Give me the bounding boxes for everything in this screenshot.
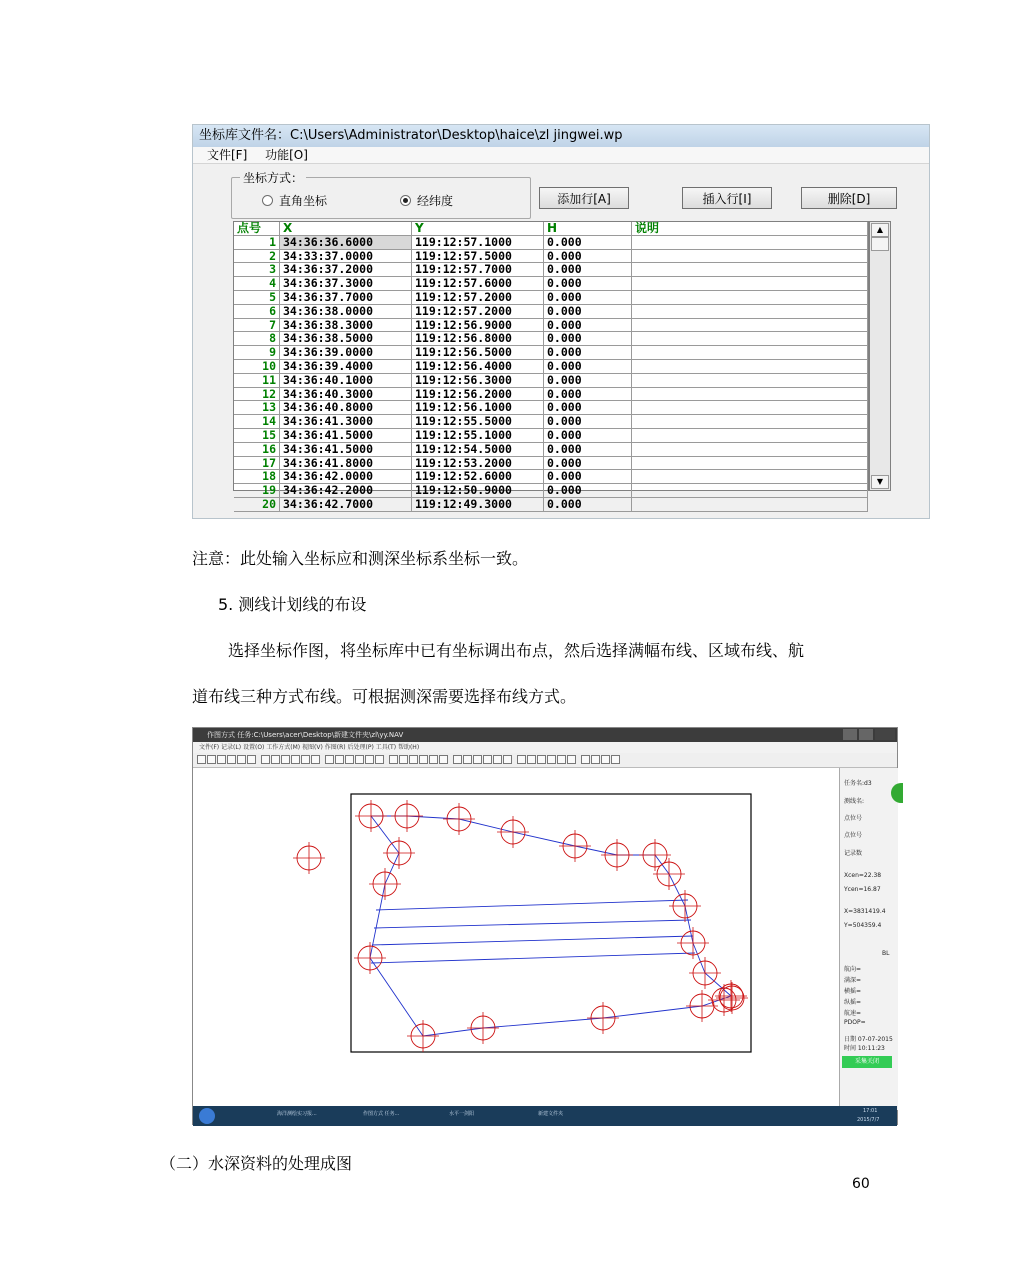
toolbar-button-icon[interactable] (429, 755, 438, 764)
radio-latlon-dot[interactable] (400, 195, 411, 206)
table-row[interactable] (234, 443, 868, 457)
cell-point-no: 8 (234, 332, 280, 345)
cell-x[interactable]: 34:36:42.0000 (280, 470, 412, 483)
cell-y[interactable]: 119:12:49.3000 (412, 498, 544, 511)
cell-x[interactable]: 34:36:41.5000 (280, 429, 412, 442)
cell-point-no: 10 (234, 360, 280, 373)
cell-note[interactable] (632, 388, 868, 401)
cell-h[interactable]: 0.000 (544, 263, 632, 276)
coord-mode-label: 坐标方式： (240, 169, 306, 186)
toolbar-button-icon[interactable] (611, 755, 620, 764)
table-row[interactable] (234, 457, 868, 471)
close-icon[interactable] (875, 729, 895, 740)
toolbar-button-icon[interactable] (291, 755, 300, 764)
cell-x[interactable]: 34:36:37.7000 (280, 291, 412, 304)
table-row[interactable] (234, 305, 868, 319)
header-note: 说明 (632, 222, 868, 235)
scroll-thumb[interactable] (871, 237, 889, 251)
cell-h[interactable]: 0.000 (544, 498, 632, 511)
cell-note[interactable] (632, 277, 868, 290)
cell-note[interactable] (632, 498, 868, 511)
cell-point-no: 11 (234, 374, 280, 387)
toolbar-button-icon[interactable] (453, 755, 462, 764)
toolbar-button-icon[interactable] (301, 755, 310, 764)
table-row[interactable] (234, 470, 868, 484)
note-paragraph: 注意：此处输入坐标应和测深坐标系坐标一致。 (192, 549, 529, 568)
scroll-down-icon[interactable]: ▼ (871, 475, 889, 489)
cell-y[interactable]: 119:12:56.3000 (412, 374, 544, 387)
side-records: 记录数 (844, 850, 863, 857)
coordinate-library-screenshot (192, 124, 930, 519)
survey-route (293, 800, 748, 1052)
side-time: 时间 10:11:23 (844, 1045, 885, 1052)
body-paragraph-line1: 选择坐标作图，将坐标库中已有坐标调出布点，然后选择满幅布线、区域布线、航 (228, 641, 805, 660)
table-row[interactable] (234, 332, 868, 346)
header-y: Y (412, 222, 544, 235)
delete-button[interactable]: 删除[D] (801, 187, 897, 209)
cell-point-no: 7 (234, 319, 280, 332)
survey-point-crosshair (639, 839, 671, 871)
dialog-titlebar (193, 125, 929, 147)
cell-h[interactable]: 0.000 (544, 250, 632, 263)
toolbar-button-icon[interactable] (311, 755, 320, 764)
toolbar-button-icon[interactable] (197, 755, 206, 764)
plotting-software-screenshot (192, 727, 898, 1125)
window-menubar[interactable]: 文件(F) 记录(L) 设置(O) 工作方式(M) 视图(V) 作图(R) 后处理(P) 工具(T) 帮助(H) (193, 742, 897, 753)
toolbar-button-icon[interactable] (247, 755, 256, 764)
plan-survey-line (372, 936, 693, 945)
toolbar-button-icon[interactable] (237, 755, 246, 764)
cell-h[interactable]: 0.000 (544, 484, 632, 497)
table-row[interactable] (234, 388, 868, 402)
cell-x[interactable]: 34:33:37.0000 (280, 250, 412, 263)
page-number: 60 (852, 1176, 870, 1192)
cell-h[interactable]: 0.000 (544, 388, 632, 401)
side-roll: 横摇= (844, 988, 862, 995)
table-row[interactable] (234, 401, 868, 415)
cell-x[interactable]: 34:36:41.3000 (280, 415, 412, 428)
cell-note[interactable] (632, 236, 868, 249)
cell-note[interactable] (632, 443, 868, 456)
dialog-menubar (193, 147, 929, 164)
toolbar-button-icon[interactable] (493, 755, 502, 764)
table-row[interactable] (234, 277, 868, 291)
cell-note[interactable] (632, 415, 868, 428)
cell-y[interactable]: 119:12:56.2000 (412, 388, 544, 401)
side-bl: BL (882, 950, 890, 957)
windows-taskbar (193, 1106, 897, 1126)
toolbar-button-icon[interactable] (439, 755, 448, 764)
survey-point-crosshair (677, 927, 709, 959)
table-row[interactable] (234, 415, 868, 429)
survey-point-crosshair (383, 837, 415, 869)
plot-canvas[interactable] (193, 768, 839, 1106)
cell-note[interactable] (632, 374, 868, 387)
cell-y[interactable]: 119:12:56.8000 (412, 332, 544, 345)
cell-x[interactable]: 34:36:38.3000 (280, 319, 412, 332)
maximize-icon[interactable] (859, 729, 873, 740)
survey-point-crosshair (355, 800, 387, 832)
table-row[interactable] (234, 484, 868, 498)
side-date: 日期 07-07-2015 (844, 1036, 893, 1043)
survey-point-crosshair (354, 942, 386, 974)
side-pitch: 纵摇= (844, 999, 862, 1006)
toolbar-button-icon[interactable] (281, 755, 290, 764)
toolbar-button-icon[interactable] (557, 755, 566, 764)
table-row[interactable] (234, 360, 868, 374)
survey-point-crosshair (391, 800, 423, 832)
cell-x[interactable]: 34:36:41.5000 (280, 443, 412, 456)
survey-point-crosshair (689, 957, 721, 989)
taskbar-clock-time: 17:01 (863, 1108, 878, 1114)
cell-h[interactable]: 0.000 (544, 429, 632, 442)
cell-point-no: 14 (234, 415, 280, 428)
table-row[interactable] (234, 263, 868, 277)
cell-h[interactable]: 0.000 (544, 346, 632, 359)
table-row[interactable] (234, 346, 868, 360)
cell-point-no: 12 (234, 388, 280, 401)
toolbar-button-icon[interactable] (591, 755, 600, 764)
cell-note[interactable] (632, 291, 868, 304)
side-point: 点位号 (844, 815, 863, 822)
cell-point-no: 19 (234, 484, 280, 497)
cell-h[interactable]: 0.000 (544, 360, 632, 373)
cell-note[interactable] (632, 457, 868, 470)
side-ycen: Ycen=16.87 (844, 886, 881, 893)
window-titlebar: 作图方式 任务:C:\Users\acer\Desktop\新建文件夹\zl\yy.NAV (193, 728, 897, 742)
body-paragraph-line2: 道布线三种方式布线。可根据测深需要选择布线方式。 (192, 687, 577, 706)
cell-h[interactable]: 0.000 (544, 291, 632, 304)
cell-point-no: 15 (234, 429, 280, 442)
cell-x[interactable]: 34:36:40.8000 (280, 401, 412, 414)
cell-x[interactable]: 34:36:40.1000 (280, 374, 412, 387)
table-scrollbar[interactable] (869, 221, 891, 491)
cell-note[interactable] (632, 332, 868, 345)
cell-note[interactable] (632, 346, 868, 359)
radio-cartesian[interactable] (262, 192, 327, 209)
survey-point-crosshair (369, 868, 401, 900)
taskbar-item-2[interactable]: 作图方式 任务... (363, 1111, 400, 1117)
cell-point-no: 6 (234, 305, 280, 318)
toolbar-button-icon[interactable] (227, 755, 236, 764)
cell-note[interactable] (632, 470, 868, 483)
cell-y[interactable]: 119:12:56.5000 (412, 346, 544, 359)
table-row[interactable] (234, 291, 868, 305)
section-5-heading: 5. 测线计划线的布设 (218, 595, 367, 614)
toolbar-button-icon[interactable] (409, 755, 418, 764)
collect-toggle-button[interactable]: 采集关闭 (842, 1056, 892, 1068)
survey-point-crosshair (601, 839, 633, 871)
toolbar-button-icon[interactable] (271, 755, 280, 764)
toolbar-button-icon[interactable] (483, 755, 492, 764)
cell-x[interactable]: 34:36:36.6000 (280, 236, 412, 249)
toolbar-button-icon[interactable] (261, 755, 270, 764)
taskbar-item-3[interactable]: 水平一剑阳 (449, 1111, 475, 1117)
window-controls (843, 729, 895, 740)
cell-note[interactable] (632, 305, 868, 318)
cell-h[interactable]: 0.000 (544, 374, 632, 387)
plan-survey-line (371, 953, 695, 963)
table-row[interactable] (234, 429, 868, 443)
radio-latlon-label: 经纬度 (417, 194, 454, 208)
toolbar-button-icon[interactable] (365, 755, 374, 764)
toolbar-button-icon[interactable] (473, 755, 482, 764)
title-path: C:\Users\Administrator\Desktop\haice\zl jingwei.wp (290, 128, 623, 143)
header-x: X (280, 222, 412, 235)
add-row-button[interactable]: 添加行[A] (539, 187, 629, 209)
cell-y[interactable]: 119:12:56.9000 (412, 319, 544, 332)
coordinate-table[interactable] (233, 221, 869, 511)
cell-point-no: 5 (234, 291, 280, 304)
cell-y[interactable]: 119:12:57.2000 (412, 291, 544, 304)
toolbar-button-icon[interactable] (217, 755, 226, 764)
cell-y[interactable]: 119:12:53.2000 (412, 457, 544, 470)
cell-point-no: 4 (234, 277, 280, 290)
table-row[interactable] (234, 319, 868, 333)
toolbar-button-icon[interactable] (375, 755, 384, 764)
taskbar-item-4[interactable]: 新建文件夹 (538, 1111, 564, 1117)
cell-x[interactable]: 34:36:40.3000 (280, 388, 412, 401)
table-header-row (234, 222, 868, 236)
survey-point-crosshair (293, 842, 325, 874)
cell-note[interactable] (632, 401, 868, 414)
toolbar-button-icon[interactable] (345, 755, 354, 764)
start-button-icon[interactable] (199, 1108, 215, 1124)
cell-point-no: 17 (234, 457, 280, 470)
cell-h[interactable]: 0.000 (544, 305, 632, 318)
toolbar-button-icon[interactable] (389, 755, 398, 764)
section-2-heading: （二）水深资料的处理成图 (160, 1154, 353, 1173)
survey-point-crosshair (407, 1020, 439, 1052)
cell-h[interactable]: 0.000 (544, 470, 632, 483)
side-point-no: 点位号 (844, 832, 863, 839)
survey-point-crosshair (467, 1012, 499, 1044)
table-row[interactable] (234, 498, 868, 512)
plan-survey-line (374, 920, 691, 928)
window-toolbar (193, 753, 897, 768)
table-row[interactable] (234, 250, 868, 264)
header-h: H (544, 222, 632, 235)
coord-mode-group (231, 171, 531, 219)
cell-point-no: 2 (234, 250, 280, 263)
cell-note[interactable] (632, 360, 868, 373)
cell-x[interactable]: 34:36:41.8000 (280, 457, 412, 470)
cell-x[interactable]: 34:36:39.4000 (280, 360, 412, 373)
cell-y[interactable]: 119:12:52.6000 (412, 470, 544, 483)
cell-h[interactable]: 0.000 (544, 415, 632, 428)
toolbar-button-icon[interactable] (581, 755, 590, 764)
cell-y[interactable]: 119:12:55.5000 (412, 415, 544, 428)
radio-cartesian-label: 直角坐标 (279, 194, 328, 208)
cell-point-no: 16 (234, 443, 280, 456)
scroll-up-icon[interactable]: ▲ (871, 223, 889, 237)
side-line: 测线名: (844, 798, 865, 805)
cell-h[interactable]: 0.000 (544, 236, 632, 249)
cell-point-no: 3 (234, 263, 280, 276)
cell-x[interactable]: 34:36:38.5000 (280, 332, 412, 345)
side-xcen: Xcen=22.38 (844, 872, 882, 879)
cell-h[interactable]: 0.000 (544, 401, 632, 414)
plan-survey-line (376, 900, 688, 910)
side-y: Y=504359.4 (844, 922, 882, 929)
toolbar-button-icon[interactable] (335, 755, 344, 764)
cell-x[interactable]: 34:36:37.2000 (280, 263, 412, 276)
cell-h[interactable]: 0.000 (544, 332, 632, 345)
cell-y[interactable]: 119:12:57.5000 (412, 250, 544, 263)
side-task: 任务名:d3 (844, 780, 872, 787)
toolbar-button-icon[interactable] (537, 755, 546, 764)
cell-y[interactable]: 119:12:54.5000 (412, 443, 544, 456)
cell-note[interactable] (632, 263, 868, 276)
toolbar-button-icon[interactable] (527, 755, 536, 764)
cell-y[interactable]: 119:12:57.7000 (412, 263, 544, 276)
cell-y[interactable]: 119:12:57.2000 (412, 305, 544, 318)
cell-point-no: 20 (234, 498, 280, 511)
header-point-no: 点号 (234, 222, 280, 235)
toolbar-button-icon[interactable] (207, 755, 216, 764)
survey-point-crosshair (653, 858, 685, 890)
plot-frame (351, 794, 751, 1052)
toolbar-button-icon[interactable] (567, 755, 576, 764)
cell-y[interactable]: 119:12:57.6000 (412, 277, 544, 290)
radio-cartesian-dot[interactable] (262, 195, 273, 206)
cell-point-no: 9 (234, 346, 280, 359)
cell-h[interactable]: 0.000 (544, 457, 632, 470)
survey-point-crosshair (587, 1002, 619, 1034)
survey-point-crosshair (443, 803, 475, 835)
toolbar-button-icon[interactable] (601, 755, 610, 764)
toolbar-button-icon[interactable] (503, 755, 512, 764)
cell-note[interactable] (632, 429, 868, 442)
menu-function[interactable]: 功能[O] (265, 148, 308, 162)
cell-note[interactable] (632, 484, 868, 497)
toolbar-button-icon[interactable] (355, 755, 364, 764)
cell-x[interactable]: 34:36:39.0000 (280, 346, 412, 359)
status-sidebar (839, 768, 898, 1110)
cell-x[interactable]: 34:36:42.2000 (280, 484, 412, 497)
menu-file[interactable]: 文件[F] (207, 148, 248, 162)
table-row[interactable] (234, 236, 868, 250)
cell-note[interactable] (632, 250, 868, 263)
cell-x[interactable]: 34:36:42.7000 (280, 498, 412, 511)
cell-h[interactable]: 0.000 (544, 443, 632, 456)
cell-x[interactable]: 34:36:38.0000 (280, 305, 412, 318)
toolbar-button-icon[interactable] (419, 755, 428, 764)
cell-point-no: 1 (234, 236, 280, 249)
cell-y[interactable]: 119:12:50.9000 (412, 484, 544, 497)
cell-x[interactable]: 34:36:37.3000 (280, 277, 412, 290)
cell-y[interactable]: 119:12:56.4000 (412, 360, 544, 373)
radio-latlon[interactable] (400, 192, 453, 209)
side-depth: 满深= (844, 977, 862, 984)
title-label: 坐标库文件名： (199, 128, 291, 143)
cell-point-no: 13 (234, 401, 280, 414)
cell-h[interactable]: 0.000 (544, 319, 632, 332)
toolbar-button-icon[interactable] (517, 755, 526, 764)
cell-y[interactable]: 119:12:56.1000 (412, 401, 544, 414)
side-speed: 航速= (844, 1010, 862, 1017)
cell-y[interactable]: 119:12:57.1000 (412, 236, 544, 249)
toolbar-button-icon[interactable] (399, 755, 408, 764)
side-x: X=3831419.4 (844, 908, 886, 915)
cell-note[interactable] (632, 319, 868, 332)
toolbar-button-icon[interactable] (547, 755, 556, 764)
insert-row-button[interactable]: 插入行[I] (682, 187, 772, 209)
toolbar-button-icon[interactable] (325, 755, 334, 764)
toolbar-button-icon[interactable] (463, 755, 472, 764)
table-row[interactable] (234, 374, 868, 388)
cell-point-no: 18 (234, 470, 280, 483)
side-heading: 航向= (844, 966, 862, 973)
survey-point-crosshair (559, 830, 591, 862)
taskbar-item-1[interactable]: 海洋测绘实习报... (277, 1111, 317, 1117)
cell-y[interactable]: 119:12:55.1000 (412, 429, 544, 442)
taskbar-clock-date: 2015/7/7 (857, 1117, 880, 1123)
survey-point-crosshair (497, 816, 529, 848)
cell-h[interactable]: 0.000 (544, 277, 632, 290)
minimize-icon[interactable] (843, 729, 857, 740)
survey-point-crosshair (669, 890, 701, 922)
side-pdop: PDOP= (844, 1019, 866, 1026)
route-boundary (370, 816, 731, 1036)
